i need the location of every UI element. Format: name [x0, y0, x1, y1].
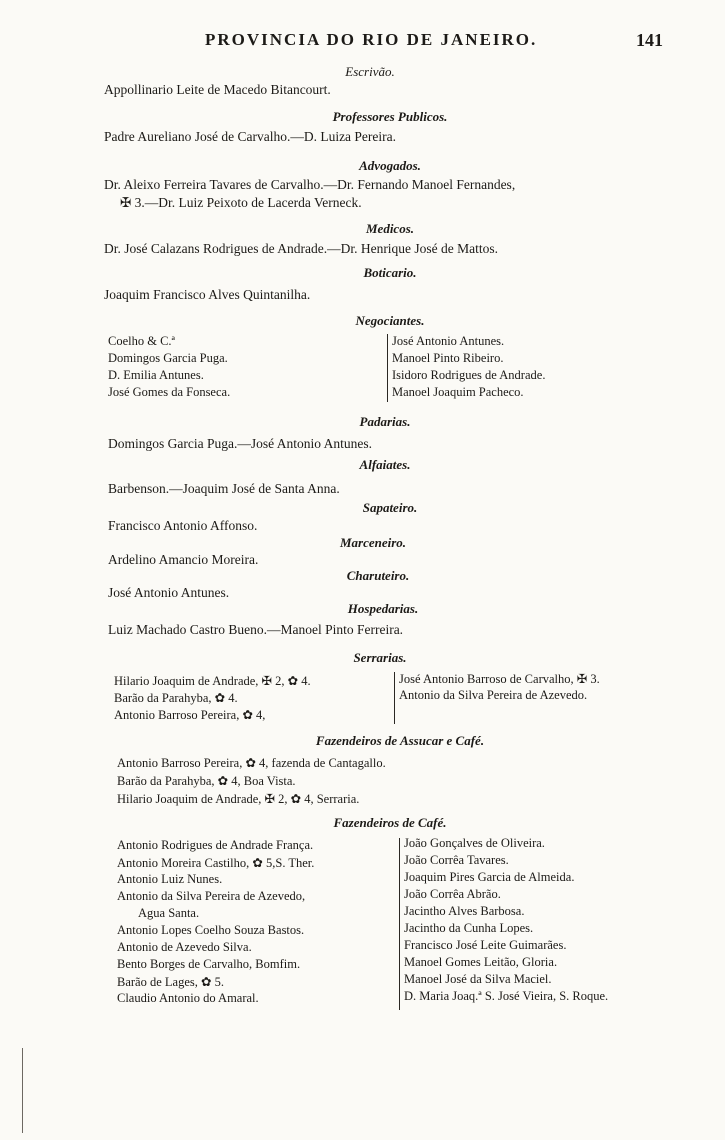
list-item: Antonio de Azevedo Silva.: [117, 940, 252, 954]
entry-line: Barão da Parahyba, ✿ 4, Boa Vista.: [117, 774, 296, 788]
section-heading-charuteiro: Charuteiro.: [346, 568, 410, 583]
section-heading-negociantes: Negociantes.: [355, 313, 425, 328]
section-heading-professores: Professores Publicos.: [332, 109, 448, 124]
list-item: João Corrêa Tavares.: [404, 853, 509, 867]
list-item: Manoel José da Silva Maciel.: [404, 972, 552, 986]
list-item: Isidoro Rodrigues de Andrade.: [392, 368, 546, 382]
entry-line: Ardelino Amancio Moreira.: [108, 552, 259, 567]
section-heading-fazendeiros-cafe: Fazendeiros de Café.: [333, 815, 447, 830]
entry-line: Joaquim Francisco Alves Quintanilha.: [104, 287, 311, 302]
list-item: Barão da Parahyba, ✿ 4.: [114, 691, 238, 705]
entry-line: ✠ 3.—Dr. Luiz Peixoto de Lacerda Verneck.: [120, 195, 362, 210]
entry-line: Dr. José Calazans Rodrigues de Andrade.—Dr. Henrique José de Mattos.: [104, 241, 499, 256]
section-heading-marceneiro: Marceneiro.: [339, 535, 407, 550]
column-divider: [387, 334, 388, 402]
column-divider: [399, 838, 400, 1010]
list-item: Jacintho da Cunha Lopes.: [404, 921, 534, 935]
entry-line: Antonio Barroso Pereira, ✿ 4, fazenda de Cantagallo.: [117, 756, 386, 770]
entry-line: Francisco Antonio Affonso.: [108, 518, 258, 533]
list-item: Antonio Rodrigues de Andrade França.: [117, 838, 314, 852]
section-heading-padarias: Padarias.: [359, 414, 411, 429]
list-item: Antonio Lopes Coelho Souza Bastos.: [117, 923, 305, 937]
entry-line: Barbenson.—Joaquim José de Santa Anna.: [108, 481, 340, 496]
list-item: Bento Borges de Carvalho, Bomfim.: [117, 957, 301, 971]
list-item: Coelho & C.ª: [108, 334, 175, 348]
list-item: Agua Santa.: [138, 906, 200, 920]
list-item: Manoel Gomes Leitão, Gloria.: [404, 955, 558, 969]
section-heading-medicos: Medicos.: [365, 221, 415, 236]
list-item: D. Emilia Antunes.: [108, 368, 204, 382]
list-item: Antonio Moreira Castilho, ✿ 5,S. Ther.: [117, 856, 315, 870]
section-heading-advogados: Advogados.: [359, 158, 421, 173]
page-header: PROVINCIA DO RIO DE JANEIRO.: [205, 30, 538, 49]
section-heading-serrarias: Serrarias.: [353, 650, 407, 665]
list-item: Francisco José Leite Guimarães.: [404, 938, 567, 952]
list-item: Manoel Joaquim Pacheco.: [392, 385, 524, 399]
page-number: 141: [636, 30, 663, 50]
list-item: Joaquim Pires Garcia de Almeida.: [404, 870, 575, 884]
section-heading-hospedarias: Hospedarias.: [347, 601, 419, 616]
list-item: Antonio Luiz Nunes.: [117, 872, 223, 886]
list-item: D. Maria Joaq.ª S. José Vieira, S. Roque.: [404, 989, 609, 1003]
margin-rule: [22, 1048, 23, 1133]
entry-line: Domingos Garcia Puga.—José Antonio Antunes.: [108, 436, 372, 451]
entry-line: Appollinario Leite de Macedo Bitancourt.: [104, 82, 331, 97]
entry-line: Dr. Aleixo Ferreira Tavares de Carvalho.—Dr. Fernando Manoel Fernandes,: [104, 177, 516, 192]
list-item: Barão de Lages, ✿ 5.: [117, 975, 224, 989]
section-heading-boticario: Boticario.: [363, 265, 417, 280]
entry-line: Padre Aureliano José de Carvalho.—D. Luiza Pereira.: [104, 129, 397, 144]
section-heading-escrivao: Escrivão.: [345, 64, 395, 79]
list-item: Antonio da Silva Pereira de Azevedo,: [117, 889, 306, 903]
entry-line: Hilario Joaquim de Andrade, ✠ 2, ✿ 4, Serraria.: [117, 792, 360, 806]
column-divider: [394, 672, 395, 724]
list-item: José Antonio Barroso de Carvalho, ✠ 3.: [399, 672, 600, 686]
list-item: Domingos Garcia Puga.: [108, 351, 228, 365]
section-heading-sapateiro: Sapateiro.: [362, 500, 418, 515]
list-item: Hilario Joaquim de Andrade, ✠ 2, ✿ 4.: [114, 674, 311, 688]
section-heading-alfaiates: Alfaiates.: [359, 457, 411, 472]
list-item: Manoel Pinto Ribeiro.: [392, 351, 504, 365]
list-item: Jacintho Alves Barbosa.: [404, 904, 525, 918]
list-item: José Antonio Antunes.: [392, 334, 505, 348]
list-item: Antonio da Silva Pereira de Azevedo.: [399, 688, 588, 702]
section-heading-fazendeiros-assucar-cafe: Fazendeiros de Assucar e Café.: [315, 733, 485, 748]
list-item: João Corrêa Abrão.: [404, 887, 501, 901]
list-item: Claudio Antonio do Amaral.: [117, 991, 259, 1005]
list-item: José Gomes da Fonseca.: [108, 385, 231, 399]
entry-line: Luiz Machado Castro Bueno.—Manoel Pinto Ferreira.: [108, 622, 404, 637]
entry-line: José Antonio Antunes.: [108, 585, 230, 600]
list-item: João Gonçalves de Oliveira.: [404, 836, 545, 850]
list-item: Antonio Barroso Pereira, ✿ 4,: [114, 708, 266, 722]
